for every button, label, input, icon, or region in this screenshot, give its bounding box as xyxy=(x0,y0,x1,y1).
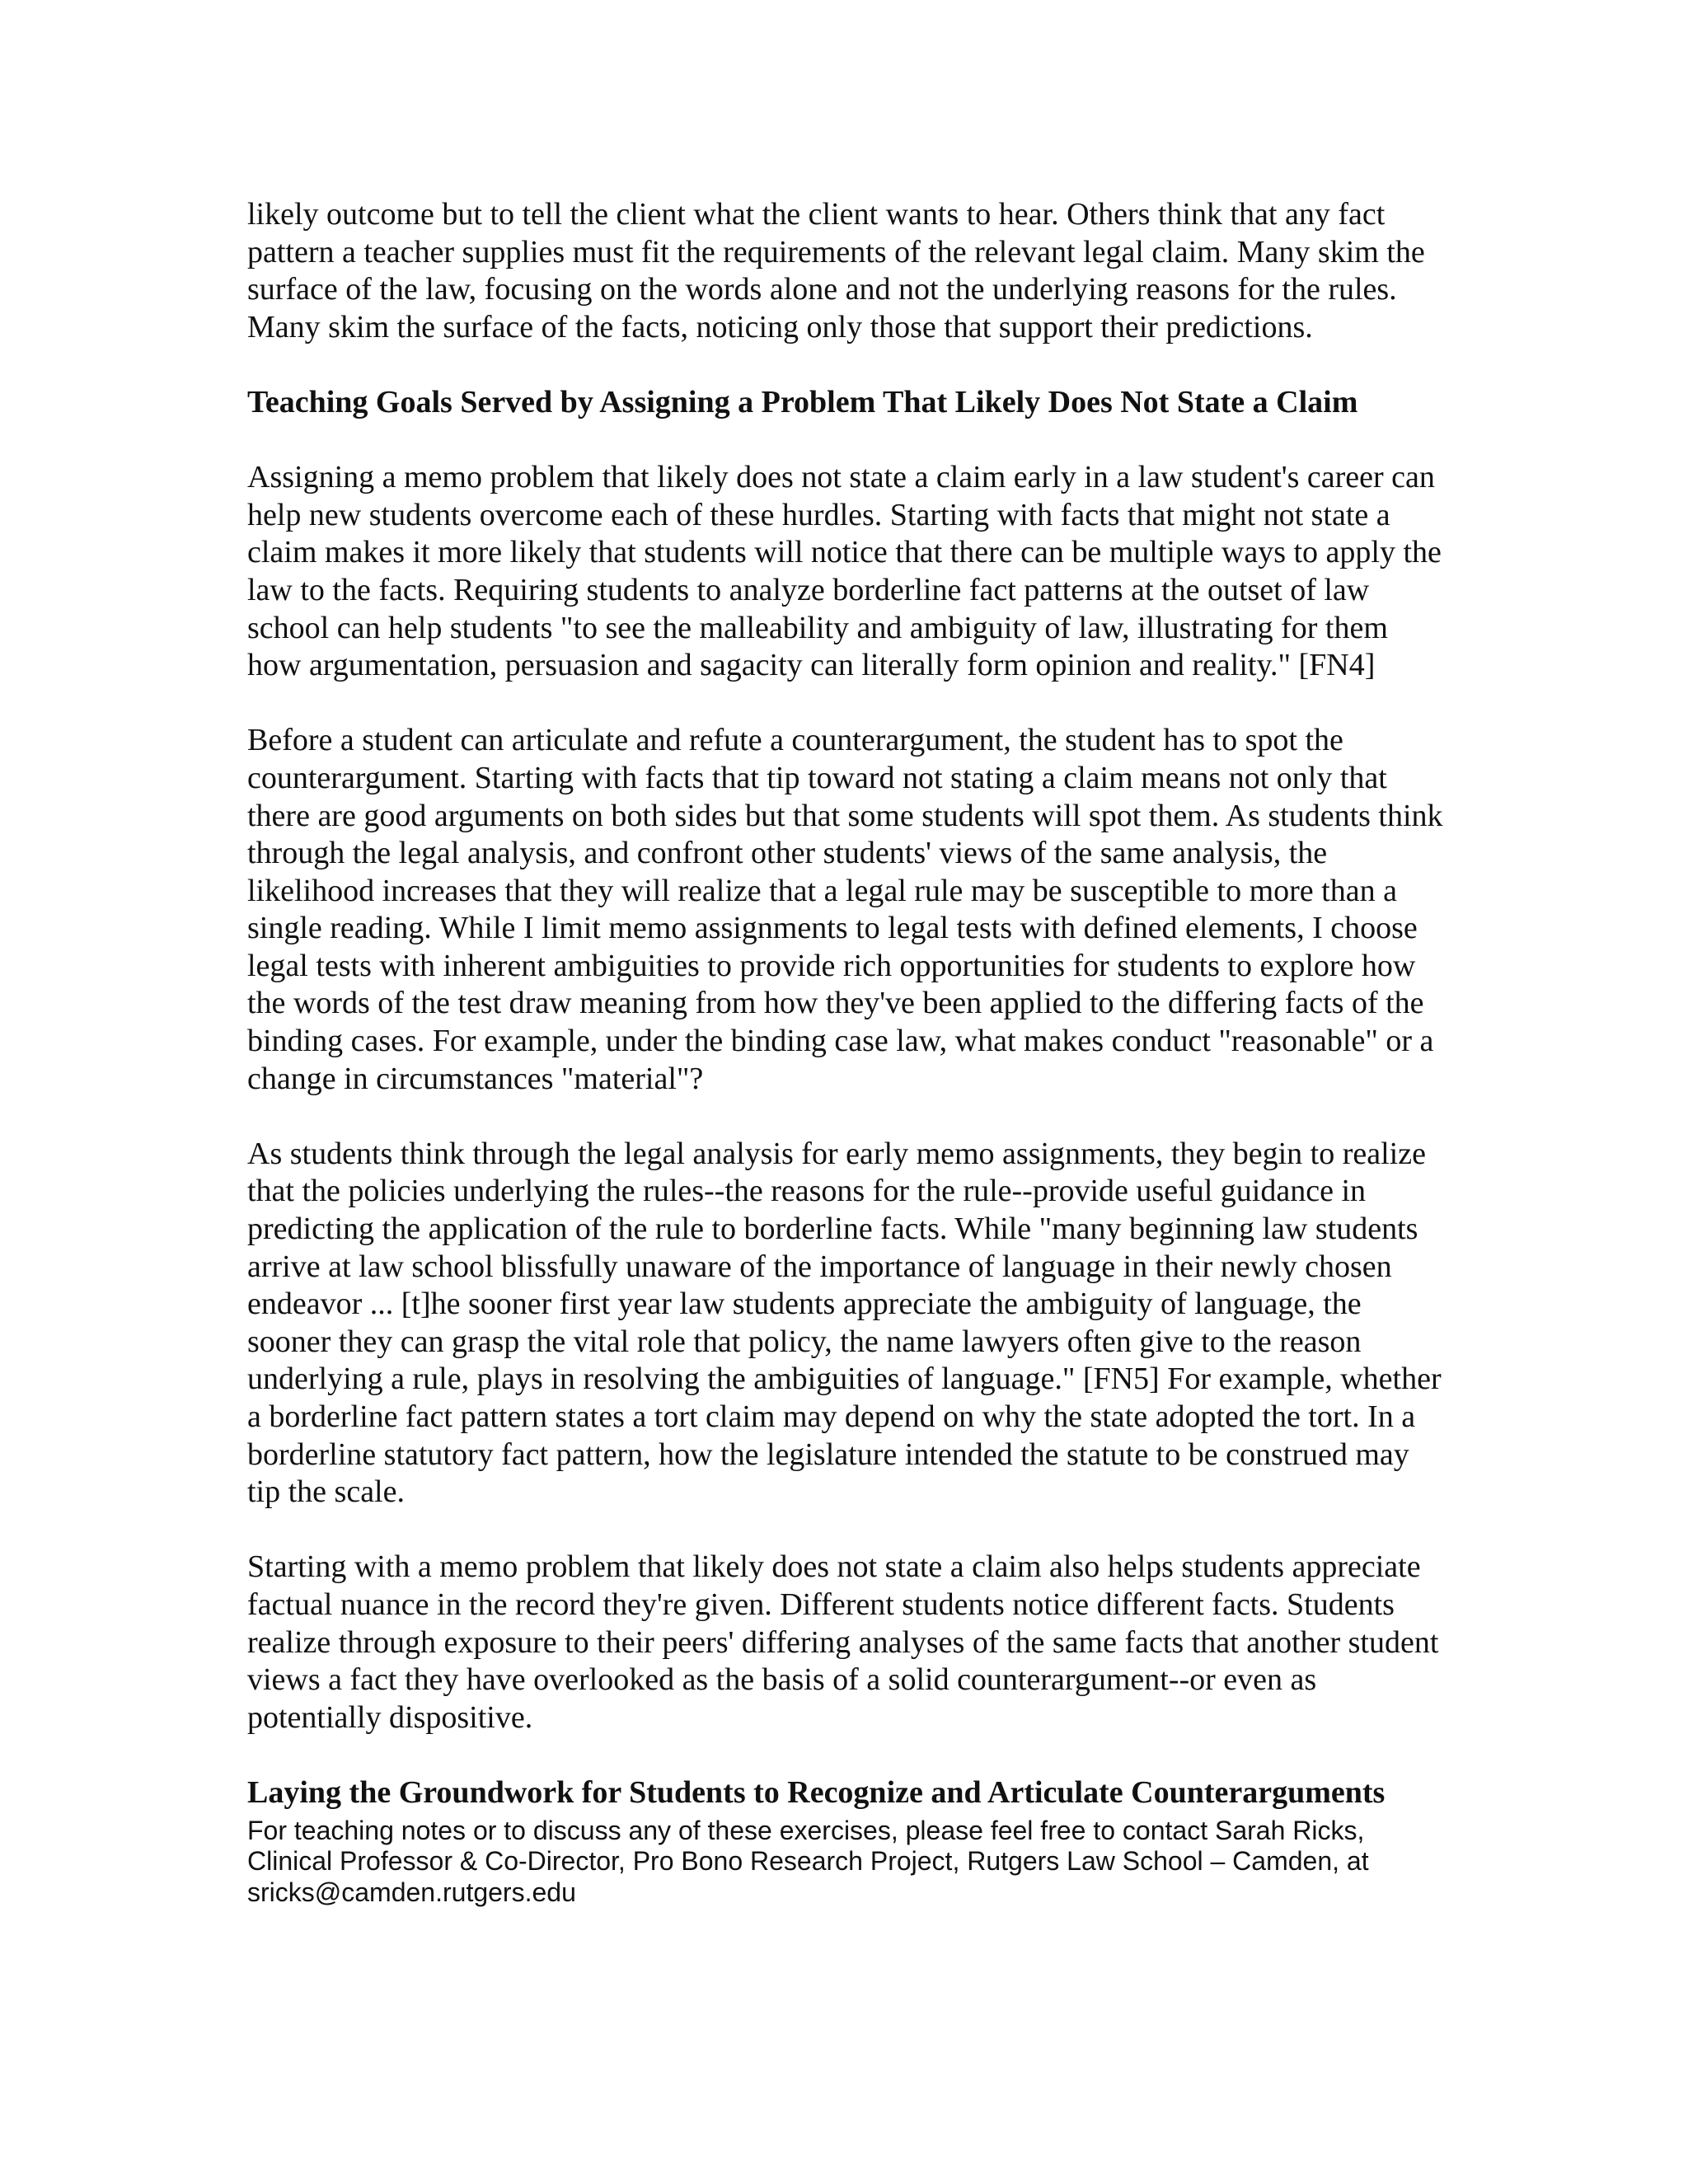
paragraph-counterargument: Before a student can articulate and refute a counterargument, the student has to spot the counterargument. Starting with facts that tip toward not stating a claim means not only that there are good arguments on both sides but that some students will spot them. As students think through the legal analysis, and confront other students' views of the same analysis, the likelihood increases that they will realize that a legal rule may be susceptible to more than a single reading. While I limit memo assignments to legal tests with defined elements, I choose legal tests with inherent ambiguities to provide rich opportunities for students to explore how the words of the test draw meaning from how they've been applied to the differing facts of the binding cases. For example, under the binding case law, what makes conduct "reasonable" or a change in circumstances "material"? xyxy=(247,723,1443,1096)
document-body xyxy=(247,196,1447,1908)
contact-note: For teaching notes or to discuss any of these exercises, please feel free to contact Sarah Ricks, Clinical Professor & Co-Director, Pro Bono Research Project, Rutgers Law School – Camden, at sricks@camden.rutgers.edu xyxy=(247,1815,1369,1907)
section-heading-groundwork: Laying the Groundwork for Students to Recognize and Articulate Counterarguments xyxy=(247,1774,1386,1810)
paragraph-factual-nuance: Starting with a memo problem that likely does not state a claim also helps students appreciate factual nuance in the record they're given. Different students notice different facts. Students realize through exposure to their peers' differing analyses of the same facts that another student views a fact they have overlooked as the basis of a solid counterargument--or even as potentially dispositive. xyxy=(247,1549,1439,1735)
section-heading-teaching-goals: Teaching Goals Served by Assigning a Problem That Likely Does Not State a Claim xyxy=(247,384,1358,419)
paragraph-assigning-memo: Assigning a memo problem that likely does not state a claim early in a law student's career can help new students overcome each of these hurdles. Starting with facts that might not state a claim makes it more likely that students will notice that there can be multiple ways to apply the law to the facts. Requiring students to analyze borderline fact patterns at the outset of law school can help students "to see the malleability and ambiguity of law, illustrating for them how argumentation, persuasion and sagacity can literally form opinion and reality." [FN4] xyxy=(247,460,1442,683)
paragraph-intro-continuation: likely outcome but to tell the client what the client wants to hear. Others think that any fact pattern a teacher supplies must fit the requirements of the relevant legal claim. Many skim the surface of the law, focusing on the words alone and not the underlying reasons for the rules. Many skim the surface of the facts, noticing only those that support their predictions. xyxy=(247,197,1425,344)
paragraph-policy: As students think through the legal analysis for early memo assignments, they begin to realize that the policies underlying the rules--the reasons for the rule--provide useful guidance in predicting the application of the rule to borderline facts. While "many beginning law students arrive at law school blissfully unaware of the importance of language in their newly chosen endeavor ... [t]he sooner first year law students appreciate the ambiguity of language, the sooner they can grasp the vital role that policy, the name lawyers often give to the reason underlying a rule, plays in resolving the ambiguities of language." [FN5] For example, whether a borderline fact pattern states a tort claim may depend on why the state adopted the tort. In a borderline statutory fact pattern, how the legislature intended the statute to be construed may tip the scale. xyxy=(247,1136,1442,1510)
